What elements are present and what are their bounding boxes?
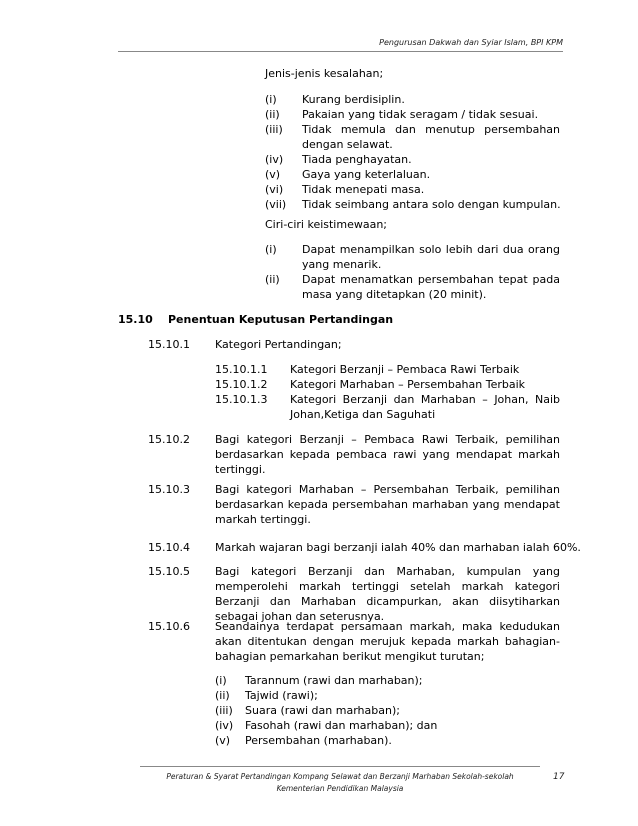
criteria-text: Tarannum (rawi dan marhaban); <box>245 674 423 687</box>
fault-text: Tidak menepati masa. <box>302 183 425 196</box>
subclause-number: 15.10.1.2 <box>215 378 268 391</box>
clause-text: Seandainya terdapat persamaan markah, maka kedudukan akan ditentukan dengan merujuk kepada markah bahagian-bahagian pemarkahan berikut mengikut turutan; <box>215 620 560 663</box>
criteria-text: Suara (rawi dan marhaban); <box>245 704 400 717</box>
criteria-num: (i) <box>215 674 227 687</box>
section-number: 15.10 <box>118 313 153 326</box>
clause-text: Bagi kategori Berzanji dan Marhaban, kumpulan yang memperolehi markah tertinggi setelah markah kategori Berzanji dan Marhaban dicampurkan, akan diisytiharkan sebagai johan dan seterusnya. <box>215 565 560 623</box>
clause-number: 15.10.6 <box>148 620 190 633</box>
subclause-text: Kategori Marhaban – Persembahan Terbaik <box>290 378 526 391</box>
page-number: 17 <box>553 772 565 782</box>
section-title: Penentuan Keputusan Pertandingan <box>168 313 394 326</box>
fault-num: (vi) <box>265 183 284 196</box>
footer-line-2: Kementerian Pendidikan Malaysia <box>276 784 404 793</box>
clause-text: Bagi kategori Berzanji – Pembaca Rawi Terbaik, pemilihan berdasarkan kepada pembaca rawi yang mendapat markah tertinggi. <box>215 433 560 476</box>
clause-text: Kategori Pertandingan; <box>215 338 342 351</box>
fault-text: Tidak seimbang antara solo dengan kumpulan. <box>302 198 561 211</box>
fault-text: Tidak memula dan menutup persembahan dengan selawat. <box>302 123 560 151</box>
feature-num: (ii) <box>265 273 280 286</box>
header-rule <box>118 51 563 52</box>
feature-text: Dapat menamatkan persembahan tepat pada masa yang ditetapkan (20 minit). <box>302 273 560 301</box>
fault-num: (ii) <box>265 108 280 121</box>
features-heading: Ciri-ciri keistimewaan; <box>265 218 388 231</box>
criteria-text: Persembahan (marhaban). <box>245 734 392 747</box>
criteria-num: (iii) <box>215 704 233 717</box>
clause-number: 15.10.3 <box>148 483 190 496</box>
fault-num: (i) <box>265 93 277 106</box>
subclause-text: Kategori Berzanji dan Marhaban – Johan, Naib Johan,Ketiga dan Saguhati <box>290 393 560 421</box>
fault-text: Gaya yang keterlaluan. <box>302 168 431 181</box>
clause-number: 15.10.2 <box>148 433 190 446</box>
criteria-text: Tajwid (rawi); <box>245 689 318 702</box>
clause-text: Markah wajaran bagi berzanji ialah 40% dan marhaban ialah 60%. <box>215 541 581 554</box>
subclause-text: Kategori Berzanji – Pembaca Rawi Terbaik <box>290 363 520 376</box>
footer-line-1: Peraturan & Syarat Pertandingan Kompang Selawat dan Berzanji Marhaban Sekolah-sekolah <box>166 772 514 781</box>
fault-num: (iv) <box>265 153 284 166</box>
footer-rule <box>140 766 540 767</box>
running-header: Pengurusan Dakwah dan Syiar Islam, BPI KPM <box>379 38 563 47</box>
criteria-num: (v) <box>215 734 231 747</box>
footer <box>140 771 540 795</box>
clause-number: 15.10.1 <box>148 338 190 351</box>
feature-text: Dapat menampilkan solo lebih dari dua orang yang menarik. <box>302 243 560 271</box>
fault-text: Pakaian yang tidak seragam / tidak sesuai. <box>302 108 539 121</box>
subclause-number: 15.10.1.3 <box>215 393 268 406</box>
fault-num: (v) <box>265 168 281 181</box>
subclause-number: 15.10.1.1 <box>215 363 268 376</box>
fault-text: Tiada penghayatan. <box>302 153 412 166</box>
feature-num: (i) <box>265 243 277 256</box>
clause-text: Bagi kategori Marhaban – Persembahan Terbaik, pemilihan berdasarkan kepada persembahan marhaban yang mendapat markah tertinggi. <box>215 483 560 526</box>
criteria-num: (iv) <box>215 719 234 732</box>
fault-num: (vii) <box>265 198 287 211</box>
criteria-text: Fasohah (rawi dan marhaban); dan <box>245 719 438 732</box>
fault-num: (iii) <box>265 123 283 136</box>
fault-text: Kurang berdisiplin. <box>302 93 405 106</box>
clause-number: 15.10.4 <box>148 541 190 554</box>
criteria-num: (ii) <box>215 689 230 702</box>
clause-number: 15.10.5 <box>148 565 190 578</box>
faults-heading: Jenis-jenis kesalahan; <box>265 67 384 80</box>
